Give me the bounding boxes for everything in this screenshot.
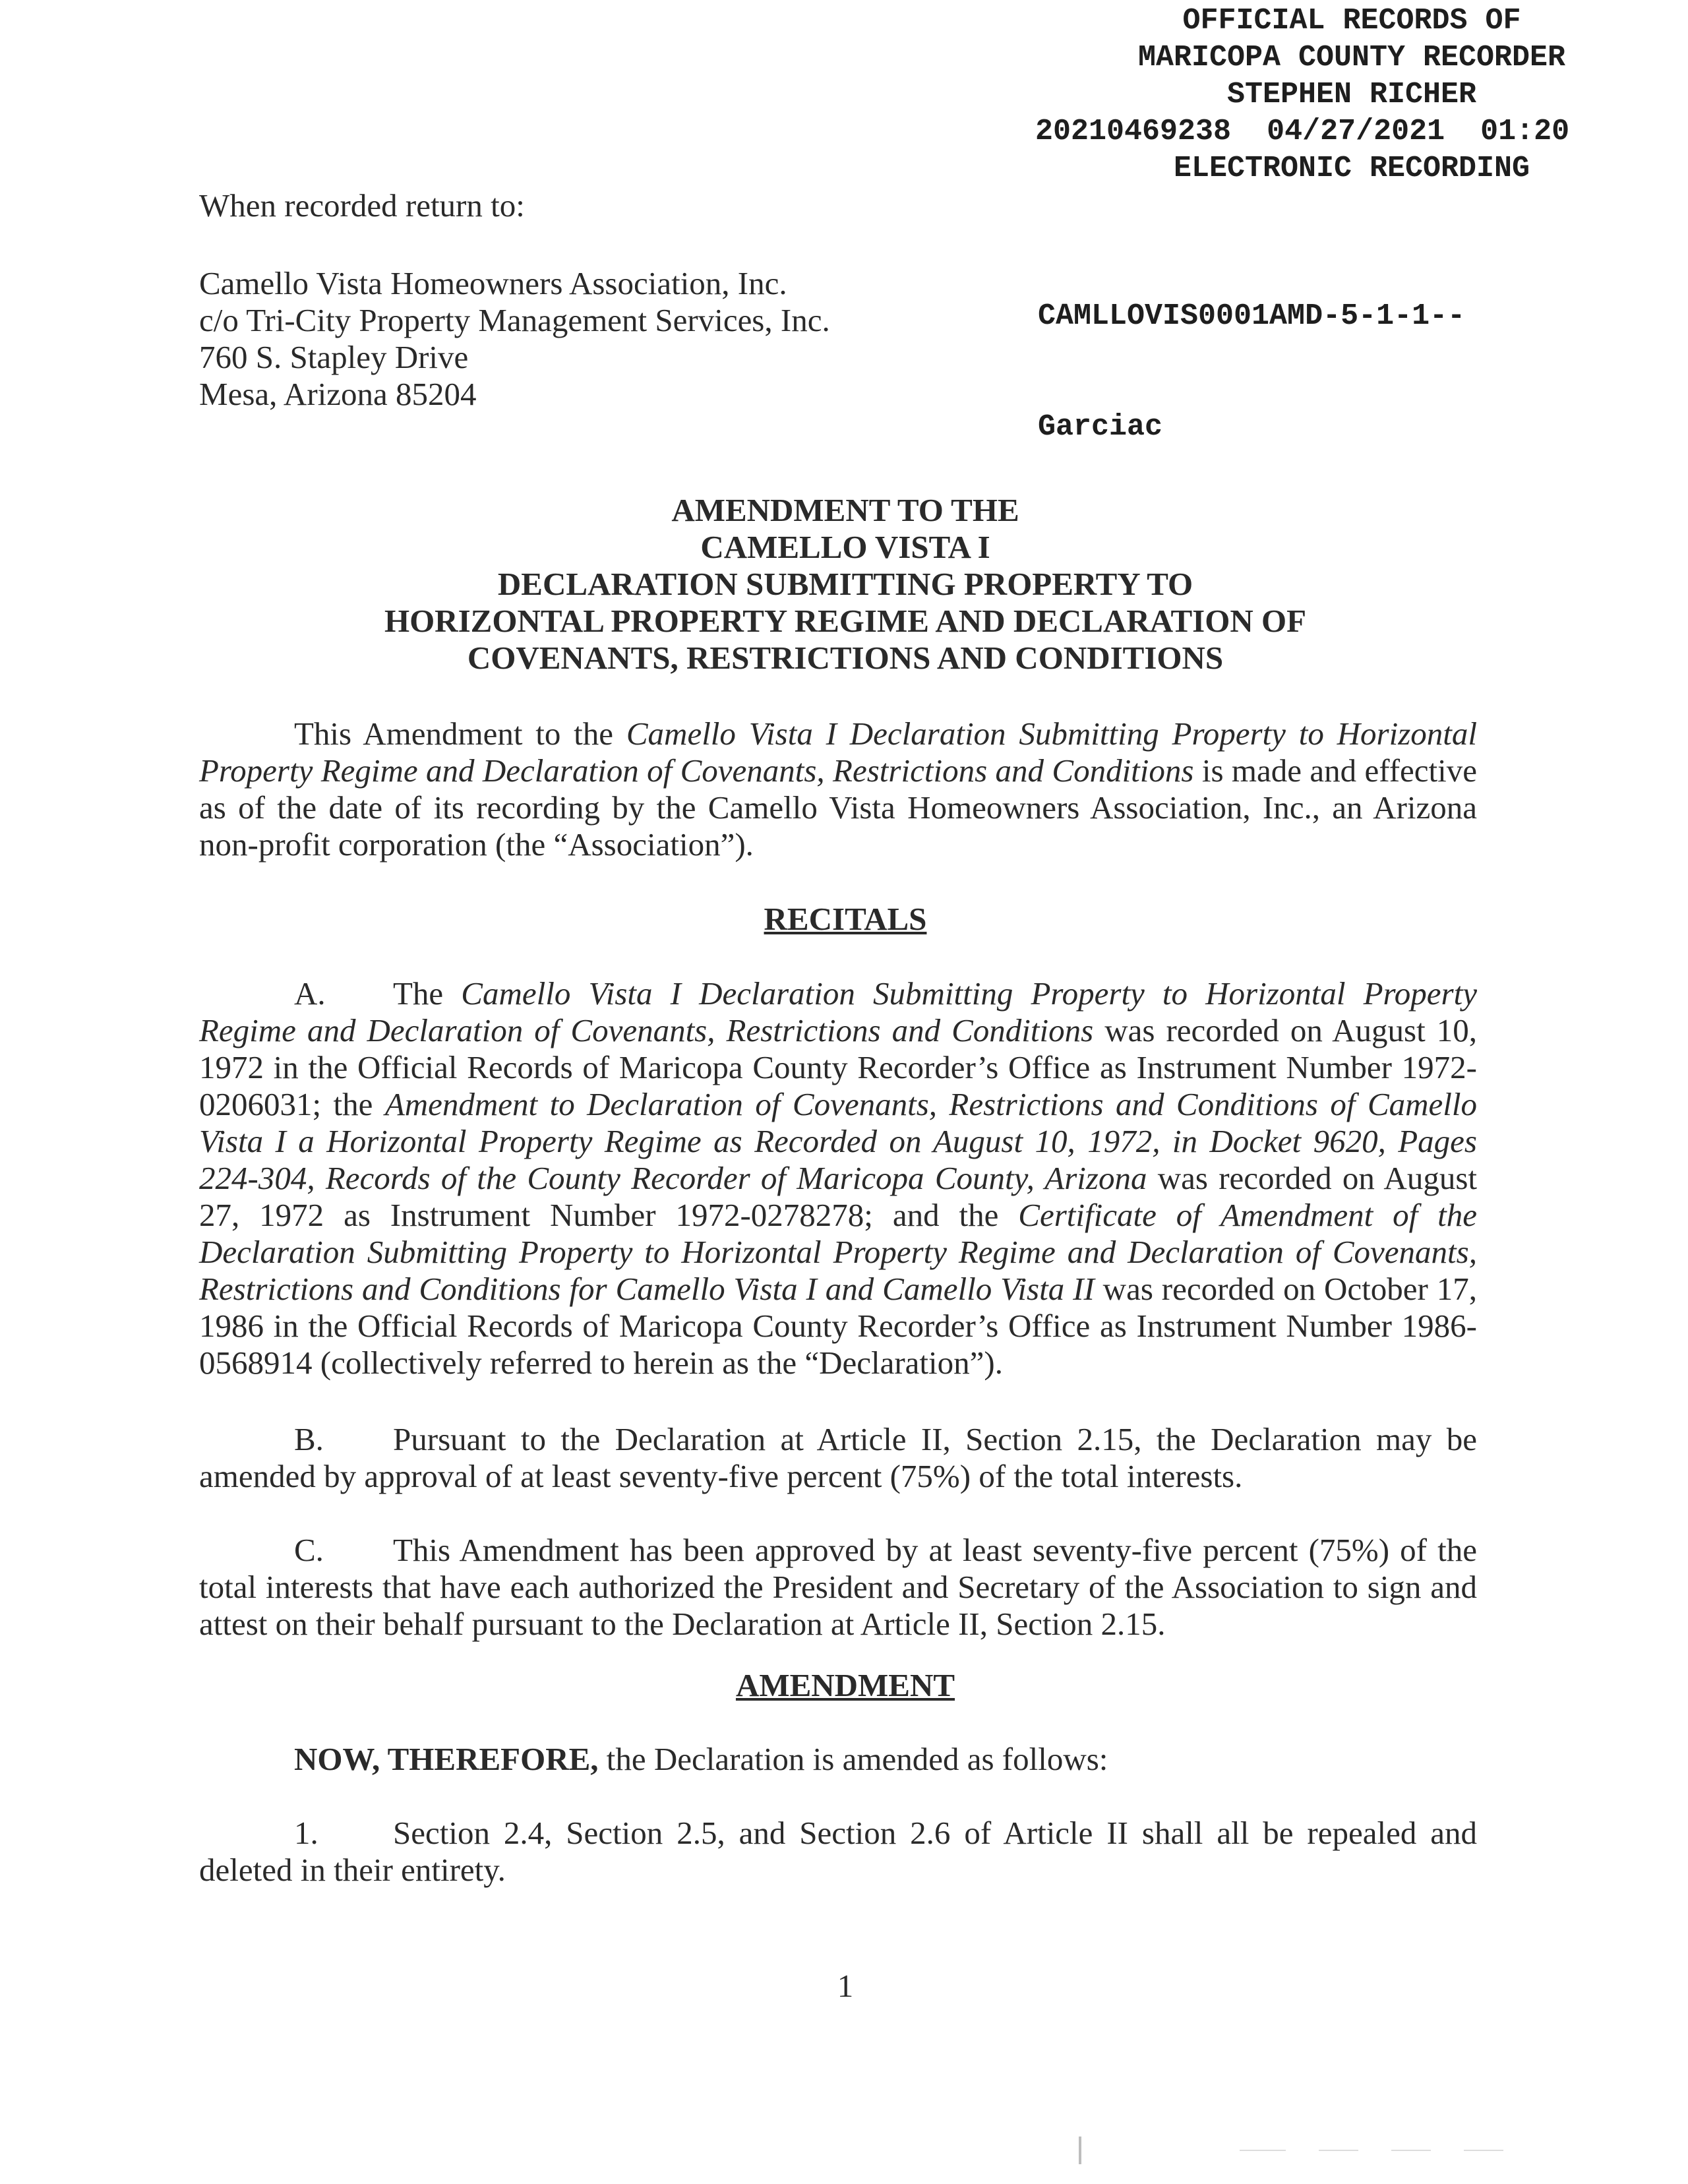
recital-c-label: C.: [294, 1532, 324, 1568]
address-line-4: Mesa, Arizona 85204: [199, 376, 477, 412]
intro-paragraph: [199, 715, 1477, 863]
title-line-1: AMENDMENT TO THE: [671, 492, 1019, 528]
intro-italic-title: Camello Vista I Declaration Submitting Property to Horizontal Property Regime and Declaration of Covenants, Restrictions and Conditions: [199, 715, 1477, 789]
now-therefore-paragraph: [199, 1741, 1477, 1778]
address-line-2: c/o Tri-City Property Management Services, Inc.: [199, 302, 830, 338]
recording-time: 01:20: [1480, 115, 1570, 148]
recital-a-text-2: was recorded on August 10, 1972 in the Official Records of Maricopa County Recorder’s Office as Instrument Number 1972-0206031; the: [199, 1012, 1477, 1122]
amendment-heading: AMENDMENT: [735, 1667, 955, 1703]
title-line-5: COVENANTS, RESTRICTIONS AND CONDITIONS: [467, 640, 1224, 676]
recording-date: 04/27/2021: [1267, 115, 1445, 148]
recital-b-text: Pursuant to the Declaration at Article II, Section 2.15, the Declaration may be amended by approval of at least seventy-five percent (75%) of the total interests.: [199, 1421, 1477, 1494]
now-therefore-bold: NOW, THEREFORE,: [294, 1741, 599, 1777]
title-line-2: CAMELLO VISTA I: [700, 529, 990, 565]
title-line-3: DECLARATION SUBMITTING PROPERTY TO: [497, 566, 1193, 602]
stamp-line-2: MARICOPA COUNTY RECORDER: [1137, 41, 1566, 75]
intro-text-1: This Amendment to the: [294, 715, 626, 752]
now-therefore-text: the Declaration is amended as follows:: [598, 1741, 1108, 1777]
scan-artifact: [1319, 2150, 1358, 2151]
recital-c-text: This Amendment has been approved by at least seventy-five percent (75%) of the total interests that have each authorized the President and Secretary of the Association to sign and attest on their behalf pursuant to the Declaration at Article II, Section 2.15.: [199, 1532, 1477, 1642]
intro-text-2: is made and effective as of the date of its recording by the Camello Vista Homeowners Association, Inc., an Arizona non-profit corporation (the “Association”).: [199, 752, 1477, 863]
recital-a-text-4: was recorded on October 17, 1986 in the Official Records of Maricopa County Recorder’s Office as Instrument Number 1986-0568914 (collectively referred to herein as the “Declaration”).: [199, 1271, 1477, 1381]
item-1-label: 1.: [294, 1815, 318, 1851]
recital-c: [199, 1532, 1477, 1643]
recitals-heading: RECITALS: [764, 901, 927, 937]
scan-artifact: [1079, 2137, 1081, 2164]
return-address: [199, 265, 830, 413]
recital-a-italic-3: Certificate of Amendment of the Declaration Submitting Property to Horizontal Property Regime and Declaration of Covenants, Restrictions and Conditions for Camello Vista I and Camello Vista II: [199, 1197, 1477, 1307]
recital-a: [199, 975, 1477, 1381]
recital-a-label: A.: [294, 975, 326, 1012]
address-line-3: 760 S. Stapley Drive: [199, 339, 469, 375]
recital-a-text-1: The: [393, 975, 462, 1012]
title-line-4: HORIZONTAL PROPERTY REGIME AND DECLARATION OF: [384, 603, 1307, 639]
amendment-item-1: [199, 1815, 1477, 1889]
recorder-stamp: [1029, 3, 1675, 187]
recital-a-italic-1: Camello Vista I Declaration Submitting Property to Horizontal Property Regime and Declaration of Covenants, Restrictions and Conditions: [199, 975, 1477, 1048]
stamp-line-1: OFFICIAL RECORDS OF: [1182, 4, 1521, 38]
scan-artifact: [1391, 2150, 1431, 2151]
scan-artifact: [1464, 2150, 1503, 2151]
stamp-code: [1038, 224, 1465, 520]
stamp-line-5: ELECTRONIC RECORDING: [1173, 152, 1530, 185]
return-to-label: When recorded return to:: [199, 187, 525, 224]
recital-a-italic-2: Amendment to Declaration of Covenants, Restrictions and Conditions of Camello Vista I a Horizontal Property Regime as Recorded on August 10, 1972, in Docket 9620, Pages 224-304, Records of the County Recorder of Maricopa County, Arizona: [199, 1086, 1477, 1196]
recital-a-text-3: was recorded on August 27, 1972 as Instrument Number 1972-0278278; and the: [199, 1160, 1477, 1233]
stamp-code-line-2: Garciac: [1038, 410, 1163, 444]
stamp-code-line-1: CAMLLOVIS0001AMD-5-1-1--: [1038, 299, 1466, 333]
item-1-text: Section 2.4, Section 2.5, and Section 2.6 of Article II shall all be repealed and deleted in their entirety.: [199, 1815, 1477, 1888]
recital-b-label: B.: [294, 1421, 324, 1457]
page-number: 1: [837, 1968, 854, 2004]
scan-artifact: [1240, 2150, 1286, 2151]
document-title: [199, 492, 1492, 677]
stamp-line-3: STEPHEN RICHER: [1226, 78, 1477, 111]
recital-b: [199, 1421, 1477, 1495]
instrument-number: 20210469238: [1035, 115, 1232, 148]
stamp-record-line: [1029, 113, 1675, 150]
address-line-1: Camello Vista Homeowners Association, Inc.: [199, 265, 787, 301]
